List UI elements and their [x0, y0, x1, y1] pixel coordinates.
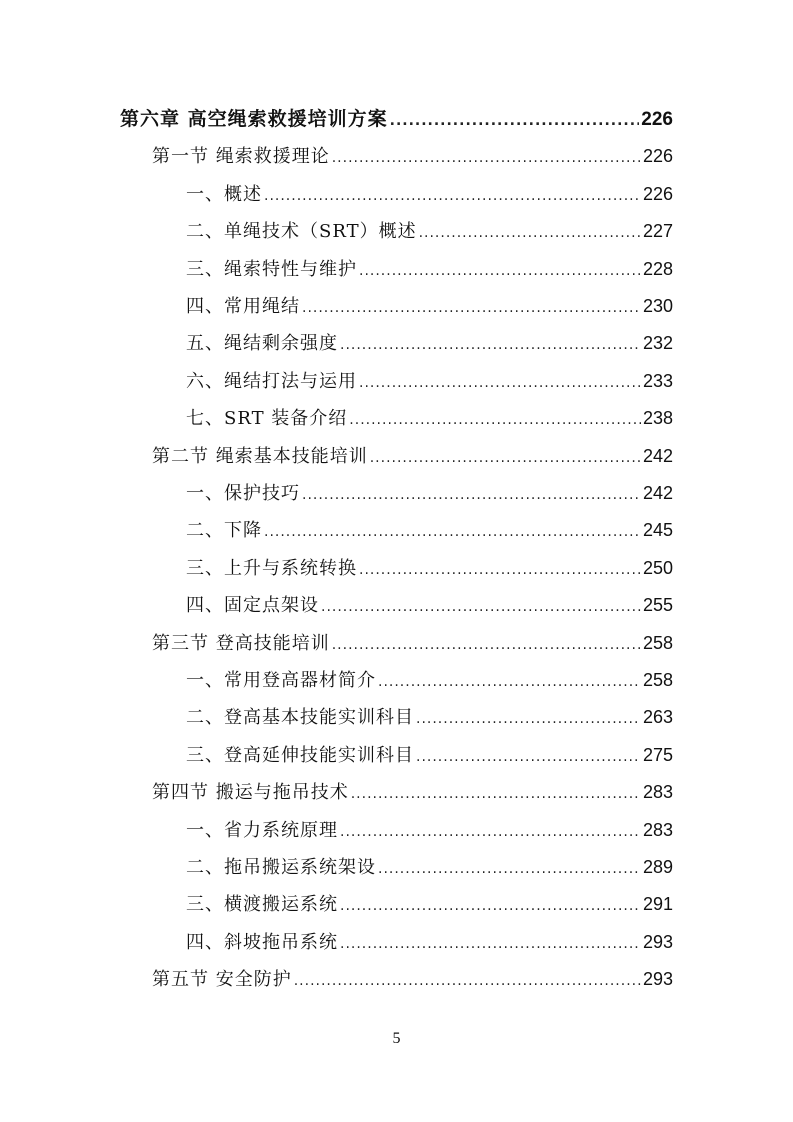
toc-entry-page: 226 [642, 183, 673, 204]
toc-entry-page: 255 [642, 595, 673, 616]
toc-entry-title: 第三节 登高技能培训 [152, 632, 330, 654]
toc-subsection-entry[interactable] [186, 291, 673, 321]
toc-section-entry[interactable] [152, 777, 673, 807]
toc-section-entry[interactable] [152, 441, 673, 471]
toc-section-entry[interactable] [152, 628, 673, 658]
toc-entry-title: 一、省力系统原理 [186, 819, 338, 841]
toc-entry-title: 三、上升与系统转换 [186, 557, 357, 579]
toc-dot-leader [419, 218, 641, 248]
toc-entry-title: 四、常用绳结 [186, 296, 300, 317]
toc-subsection-entry[interactable] [186, 590, 673, 620]
toc-entry-page: 250 [642, 557, 673, 578]
page-number: 5 [392, 1030, 401, 1047]
toc-entry-title: 二、拖吊搬运系统架设 [186, 857, 376, 878]
toc-entry-title: 第二节 绳索基本技能培训 [152, 445, 368, 467]
toc-subsection-entry[interactable] [186, 216, 673, 246]
toc-entry-title: 七、SRT 装备介绍 [186, 408, 348, 430]
toc-subsection-entry[interactable] [186, 254, 673, 284]
toc-dot-leader [340, 929, 641, 959]
toc-dot-leader [416, 704, 641, 734]
toc-subsection-entry[interactable] [186, 815, 673, 845]
toc-subsection-entry[interactable] [186, 553, 673, 583]
toc-subsection-entry[interactable] [186, 889, 673, 919]
toc-entry-title: 第五节 安全防护 [152, 969, 292, 991]
toc-subsection-entry[interactable] [186, 852, 673, 882]
toc-entry-title: 六、绳结打法与运用 [186, 370, 357, 392]
toc-entry-page: 291 [642, 894, 673, 915]
toc-entry-title: 四、斜坡拖吊系统 [186, 931, 338, 953]
toc-entry-title: 第一节 绳索救援理论 [152, 146, 330, 168]
toc-entry-title: 二、下降 [186, 520, 262, 542]
toc-entry-title: 三、横渡搬运系统 [186, 894, 338, 916]
toc-entry-title: 第六章 高空绳索救援培训方案 [120, 108, 388, 130]
toc-dot-leader [294, 966, 641, 996]
toc-dot-leader [351, 779, 641, 809]
toc-subsection-entry[interactable] [186, 366, 673, 396]
toc-subsection-entry[interactable] [186, 328, 673, 358]
toc-dot-leader [264, 181, 641, 211]
toc-entry-title: 一、常用登高器材简介 [186, 670, 376, 691]
toc-entry-title: 一、概述 [186, 183, 262, 205]
toc-section-entry[interactable] [152, 141, 673, 171]
toc-entry-page: 228 [642, 258, 673, 279]
toc-entry-page: 245 [642, 520, 673, 541]
toc-entry-page: 227 [642, 221, 673, 242]
toc-entry-page: 293 [642, 931, 673, 952]
toc-entry-page: 283 [642, 782, 673, 803]
toc-entry-page: 238 [642, 408, 673, 429]
toc-entry-page: 242 [642, 445, 673, 466]
toc-dot-leader [321, 592, 641, 622]
toc-entry-page: 226 [641, 109, 673, 130]
toc-dot-leader [416, 742, 641, 772]
toc-subsection-entry[interactable] [186, 740, 673, 770]
toc-entry-title: 三、登高延伸技能实训科目 [186, 744, 414, 766]
toc-subsection-entry[interactable] [186, 515, 673, 545]
toc-entry-page: 263 [642, 707, 673, 728]
toc-subsection-entry[interactable] [186, 665, 673, 695]
toc-entry-title: 四、固定点架设 [186, 595, 319, 617]
toc-dot-leader [359, 555, 641, 585]
toc-entry-page: 293 [642, 969, 673, 990]
toc-dot-leader [359, 256, 641, 286]
toc-dot-leader [302, 293, 641, 323]
toc-entry-title: 三、绳索特性与维护 [186, 258, 357, 280]
toc-entry-title: 第四节 搬运与拖吊技术 [152, 782, 349, 804]
toc-entry-page: 232 [642, 333, 673, 354]
toc-subsection-entry[interactable] [186, 403, 673, 433]
toc-entry-page: 258 [642, 670, 673, 690]
toc-dot-leader [302, 480, 641, 510]
toc-dot-leader [370, 443, 641, 473]
toc-dot-leader [349, 405, 641, 435]
toc-entry-page: 258 [642, 632, 673, 653]
toc-entry-title: 五、绳结剩余强度 [186, 333, 338, 355]
toc-entry-page: 233 [642, 370, 673, 391]
toc-chapter-entry[interactable] [120, 104, 673, 134]
toc-subsection-entry[interactable] [186, 927, 673, 957]
toc-subsection-entry[interactable] [186, 179, 673, 209]
toc-entry-page: 230 [642, 296, 673, 316]
toc-dot-leader [340, 891, 641, 921]
toc-entry-page: 289 [642, 857, 673, 877]
toc-dot-leader [378, 854, 641, 884]
toc-dot-leader [378, 667, 641, 697]
toc-subsection-entry[interactable] [186, 478, 673, 508]
toc-entry-page: 242 [642, 483, 673, 503]
toc-dot-leader [340, 330, 641, 360]
toc-entry-title: 二、登高基本技能实训科目 [186, 707, 414, 729]
toc-dot-leader [332, 143, 641, 173]
toc-dot-leader [264, 517, 641, 547]
toc-entry-page: 283 [642, 819, 673, 840]
toc-entry-page: 275 [642, 744, 673, 765]
toc-dot-leader [359, 368, 641, 398]
toc-dot-leader [332, 630, 641, 660]
toc-subsection-entry[interactable] [186, 702, 673, 732]
toc-dot-leader [340, 817, 641, 847]
toc-entry-page: 226 [642, 146, 673, 167]
toc-section-entry[interactable] [152, 964, 673, 994]
toc-entry-title: 二、单绳技术（SRT）概述 [186, 221, 417, 243]
toc-dot-leader [390, 106, 640, 136]
toc-entry-title: 一、保护技巧 [186, 483, 300, 504]
